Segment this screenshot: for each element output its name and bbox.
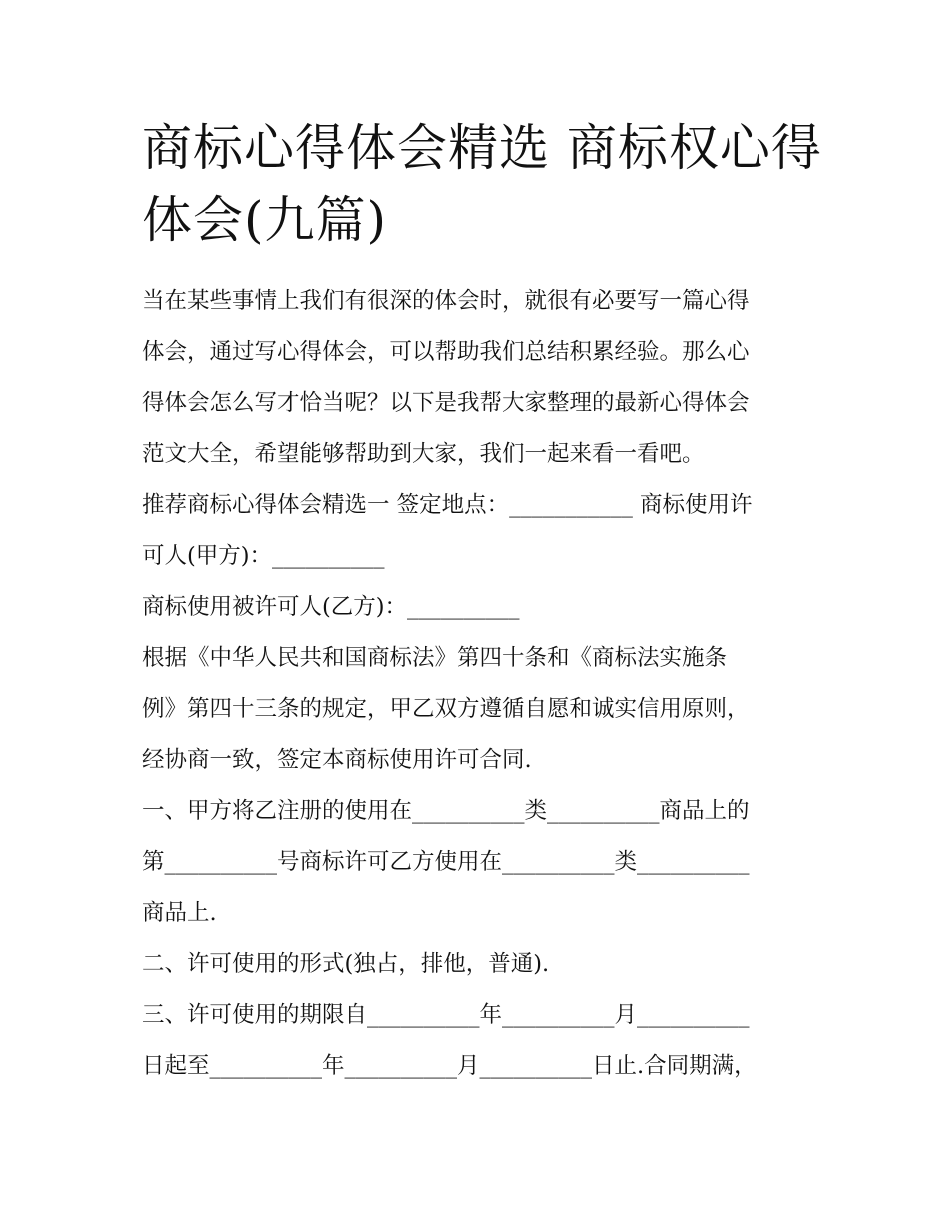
body-line: 体会，通过写心得体会，可以帮助我们总结积累经验。那么心 [142,339,750,365]
body-line: 二、许可使用的形式(独占，排他，普通). [142,951,550,977]
body-line: 日起至__________年__________月__________日止.合同期满， [142,1053,757,1079]
title-line: 商标心得体会精选 商标权心得 [142,119,822,177]
body-line: 范文大全，希望能够帮助到大家，我们一起来看一看吧。 [142,441,705,467]
body-line: 第__________号商标许可乙方使用在__________类__________ [142,849,750,875]
body-line: 商品上. [142,900,217,926]
body-line: 经协商一致，签定本商标使用许可合同. [142,747,532,773]
body-line: 得体会怎么写才恰当呢？以下是我帮大家整理的最新心得体会 [142,390,750,416]
body-line: 可人(甲方)：__________ [142,543,385,569]
body-line: 根据《中华人民共和国商标法》第四十条和《商标法实施条 [142,645,728,671]
document-body [142,276,822,1092]
body-line: 商标使用被许可人(乙方)：__________ [142,594,520,620]
body-line: 一、甲方将乙注册的使用在__________类__________商品上的 [142,798,750,824]
body-line: 推荐商标心得体会精选一 签定地点：___________ 商标使用许 [142,492,753,518]
body-line: 三、许可使用的期限自__________年__________月__________ [142,1002,750,1028]
document-title [142,112,832,256]
body-line: 当在某些事情上我们有很深的体会时，就很有必要写一篇心得 [142,288,750,314]
body-line: 例》第四十三条的规定，甲乙双方遵循自愿和诚实信用原则， [142,696,750,722]
title-line: 体会(九篇) [142,191,388,249]
